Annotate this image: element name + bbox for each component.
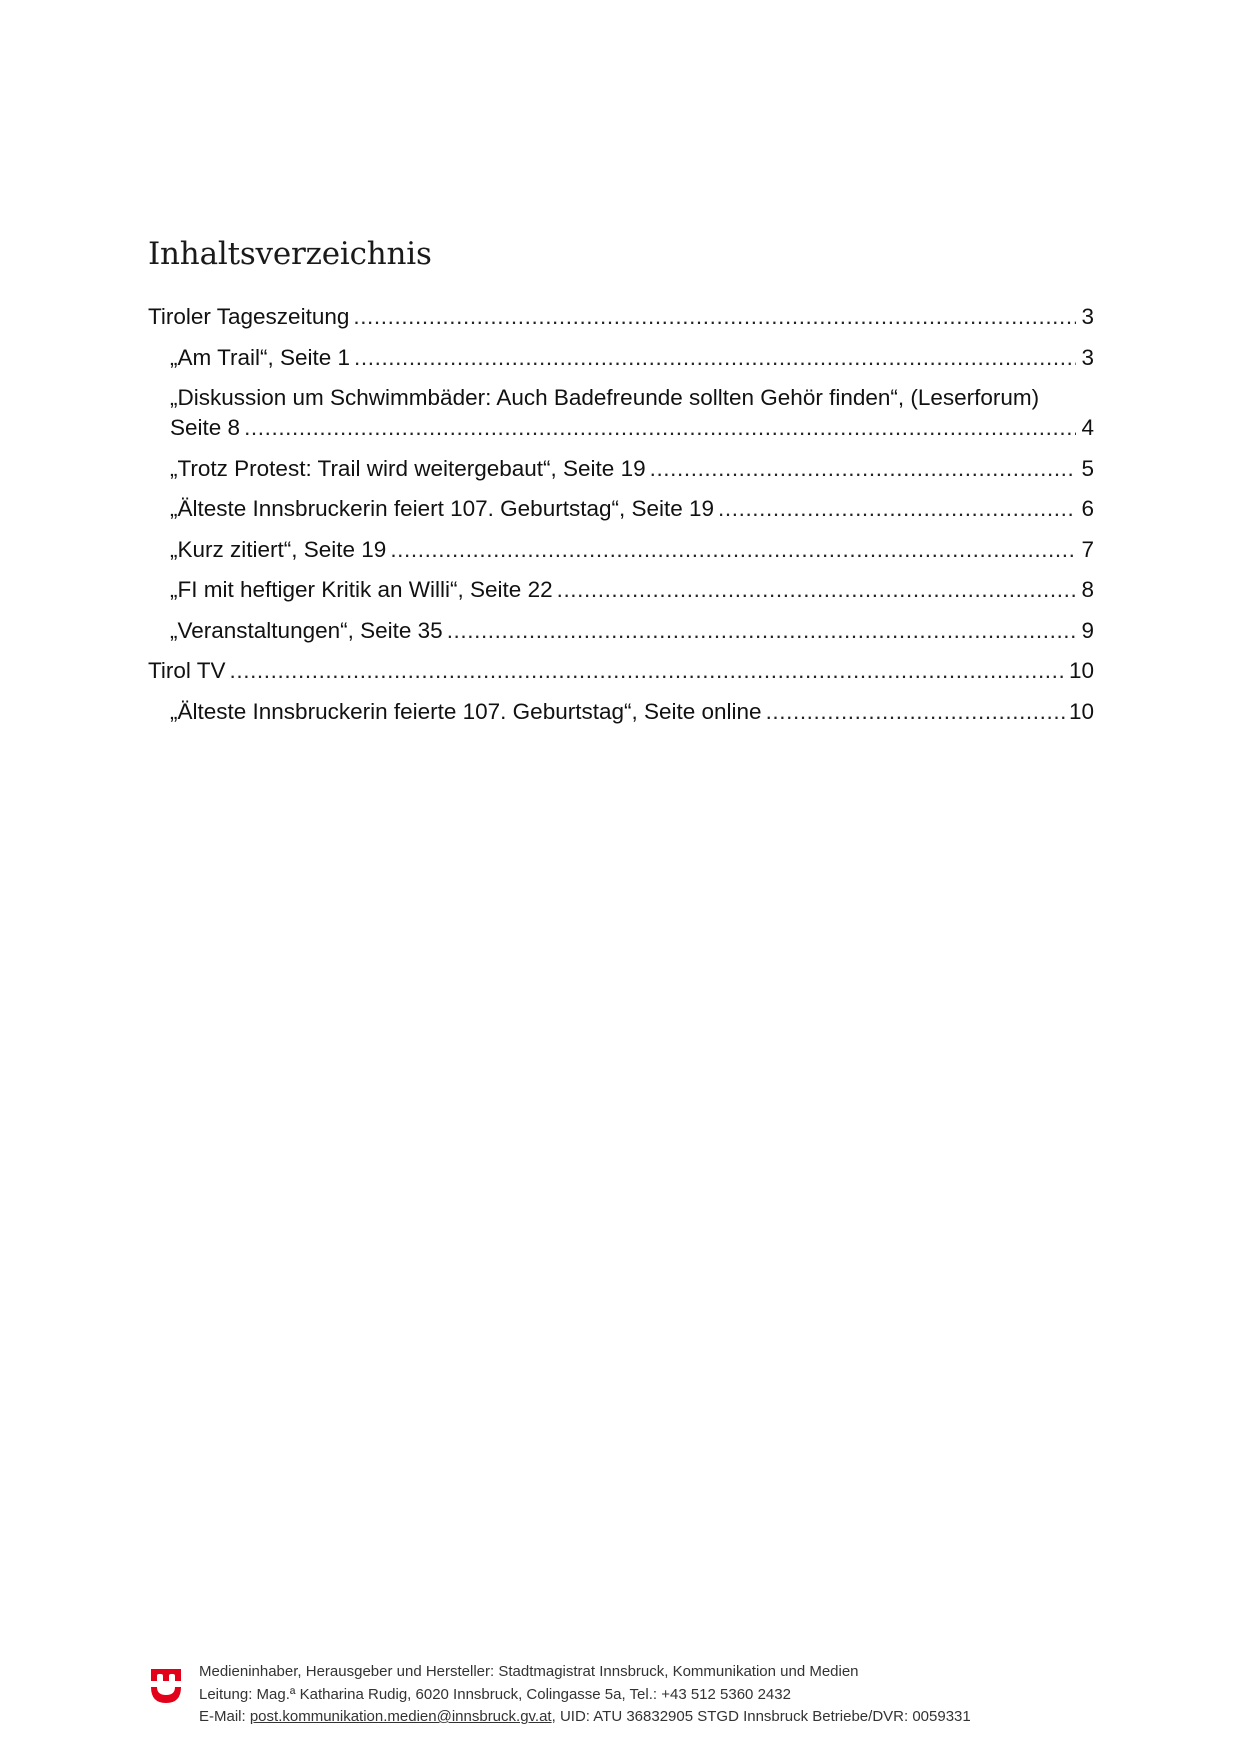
toc-page-number: 7: [1081, 536, 1094, 562]
toc-entry-label: Tirol TV: [148, 658, 226, 683]
toc-dot-leader: [244, 413, 1076, 443]
toc-dot-leader: [650, 454, 1076, 484]
toc-page-number: 6: [1081, 496, 1094, 521]
footer-imprint: [199, 1661, 971, 1729]
toc-entry-label: „Älteste Innsbruckerin feiert 107. Geburtstag“, Seite 19: [170, 496, 715, 521]
toc-entry-label: „FI mit heftiger Kritik an Willi“, Seite 22: [170, 577, 553, 602]
toc-dot-leader: [718, 494, 1076, 524]
toc-dot-leader: [353, 302, 1076, 332]
toc-entry-tirol-tv[interactable]: [148, 656, 1094, 686]
innsbruck-logo-icon: [150, 1665, 182, 1705]
toc-entry-diskussion-schwimmbaeder[interactable]: [148, 383, 1094, 443]
toc-page-number: 10: [1068, 658, 1094, 683]
toc-entry-fi-kritik-willi[interactable]: [148, 575, 1094, 605]
toc-entry-label: „Am Trail“, Seite 1: [170, 344, 351, 370]
toc-page-number: 5: [1081, 455, 1094, 481]
toc-page-number: 4: [1081, 415, 1094, 440]
toc-entry-am-trail[interactable]: [148, 343, 1094, 373]
toc-entry-label: Tiroler Tageszeitung: [148, 304, 350, 329]
toc-entry-veranstaltungen[interactable]: [148, 616, 1094, 646]
toc-dot-leader: [390, 535, 1076, 565]
toc-page-number: 3: [1081, 304, 1094, 329]
footer-line-management: Leitung: Mag.ª Katharina Rudig, 6020 Innsbruck, Colingasse 5a, Tel.: +43 512 5360 2432: [199, 1685, 791, 1703]
footer-email-link[interactable]: post.kommunikation.medien@innsbruck.gv.at: [249, 1708, 552, 1725]
toc-page-number: 8: [1081, 577, 1094, 602]
footer-line-publisher: Medieninhaber, Herausgeber und Hersteller: Stadtmagistrat Innsbruck, Kommunikation und Medien: [199, 1663, 859, 1680]
page-footer: [150, 1661, 1090, 1731]
toc-entry-label-line1: „Diskussion um Schwimmbäder: Auch Badefreunde sollten Gehör finden“, (Leserforum): [170, 385, 1040, 410]
toc-dot-leader: [354, 343, 1076, 373]
toc-page-number: 9: [1081, 617, 1094, 643]
toc-entry-label: „Kurz zitiert“, Seite 19: [170, 536, 387, 562]
toc-entry-trotz-protest[interactable]: [148, 454, 1094, 484]
toc-entry-label: „Veranstaltungen“, Seite 35: [170, 617, 443, 643]
toc-dot-leader: [230, 656, 1065, 686]
toc-entry-kurz-zitiert[interactable]: [148, 535, 1094, 565]
footer-email-label: E-Mail:: [199, 1708, 250, 1725]
toc-entry-label: „Trotz Protest: Trail wird weitergebaut“, Seite 19: [170, 455, 646, 481]
toc-entry-label: „Älteste Innsbruckerin feierte 107. Geburtstag“, Seite online: [170, 698, 762, 724]
toc-page-number: 3: [1081, 344, 1094, 370]
toc-page-number: 10: [1068, 698, 1094, 724]
toc-dot-leader: [766, 697, 1065, 727]
toc-dot-leader: [447, 616, 1076, 646]
toc-dot-leader: [557, 575, 1076, 605]
toc-entry-tiroler-tageszeitung[interactable]: [148, 302, 1094, 332]
footer-uid-text: , UID: ATU 36832905 STGD Innsbruck Betriebe/DVR: 0059331: [551, 1708, 971, 1725]
toc-entry-aelteste-innsbruckerin-feiert[interactable]: [148, 494, 1094, 524]
page-title: Inhaltsverzeichnis: [148, 236, 432, 272]
table-of-contents: [148, 302, 1094, 737]
footer-line-contact: [199, 1706, 971, 1729]
toc-entry-aelteste-innsbruckerin-feierte[interactable]: [148, 697, 1094, 727]
toc-entry-label-line2: Seite 8: [170, 415, 241, 440]
